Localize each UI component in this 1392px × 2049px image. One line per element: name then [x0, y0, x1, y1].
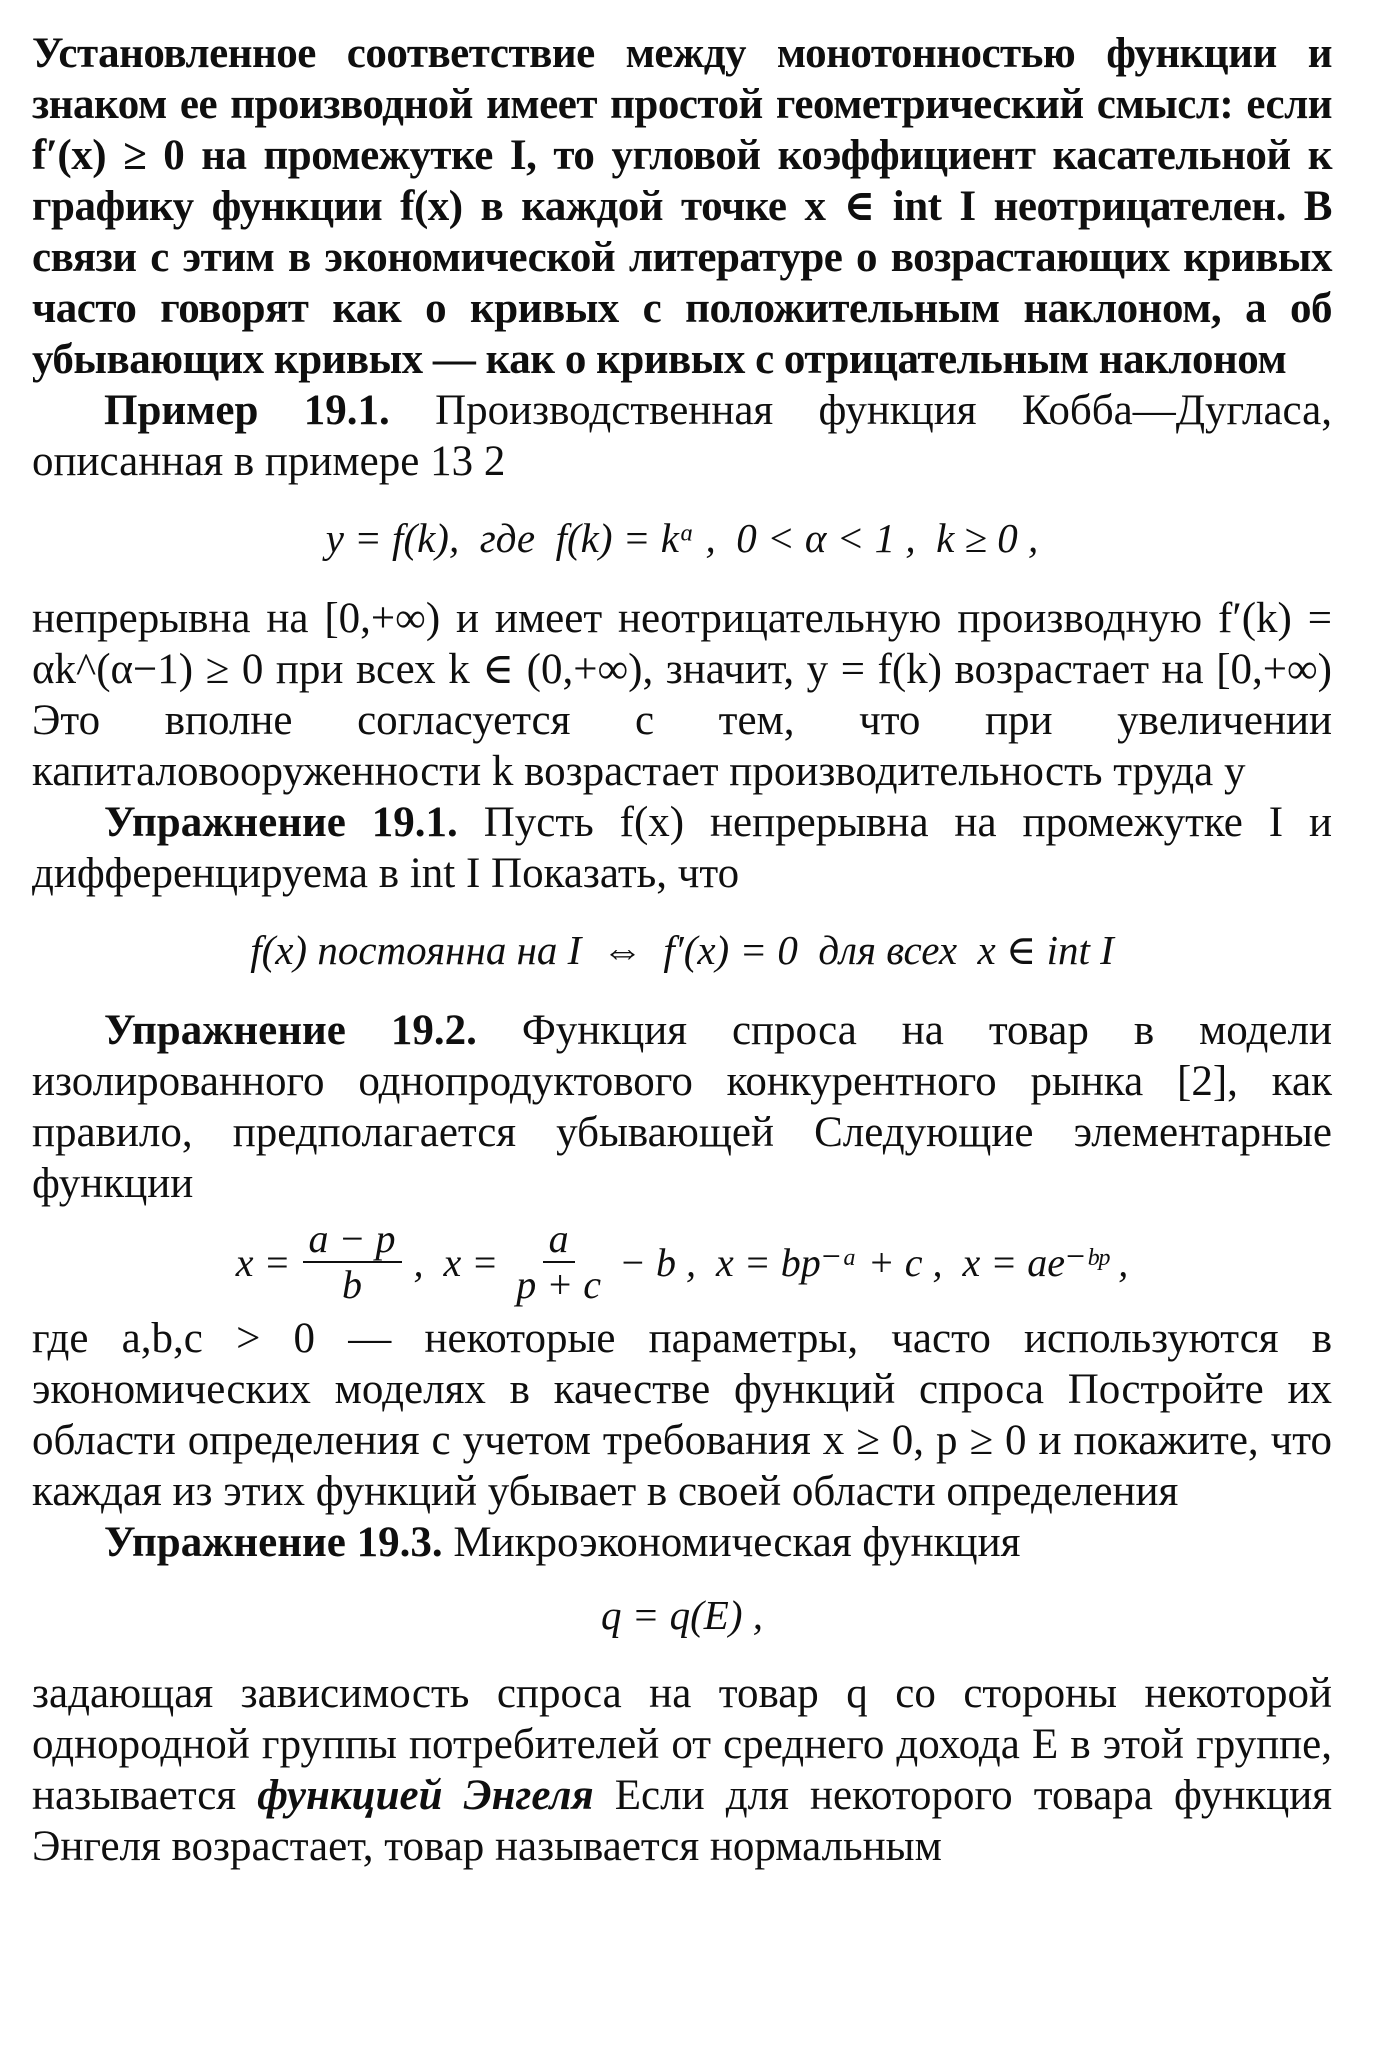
exercise-text: Микроэкономическая функция: [442, 1519, 1021, 1566]
engel-text-b: Если для некоторого товара функция Энгеля возрастает, товар называется нормальным: [32, 1772, 1333, 1870]
exercise-text: Функция спроса на товар в модели изолированного однопродуктового конкурентного рынка [2], как правило, предполагается убывающей Следующие элементарные функции: [32, 1007, 1332, 1207]
fraction-denominator: b: [342, 1262, 363, 1307]
exercise-label: Упражнение 19.3.: [104, 1519, 443, 1566]
example-text: Производственная функция Кобба—Дугласа, описанная в примере 13 2: [32, 387, 1332, 485]
fraction: [303, 1217, 402, 1307]
formula-cobb-douglas: y = f(k), где f(k) = kᵅ , 0 < α < 1 , k ≥ 0 ,: [325, 515, 1039, 561]
formula-engel: q = q(E) ,: [600, 1592, 764, 1638]
exercise-19-1: [32, 797, 1332, 899]
formula-part: x =: [235, 1239, 291, 1285]
example-label: Пример 19.1.: [104, 387, 390, 434]
fraction-numerator: a − p: [303, 1217, 402, 1263]
fraction-numerator: a: [543, 1217, 575, 1263]
formula-part: − b , x = bp⁻ᵃ + c , x = ae⁻ᵇᵖ ,: [619, 1239, 1129, 1285]
paragraph-parameters: где a,b,c > 0 — некоторые параметры, часто используются в экономических моделях в качестве функций спроса Постройте их области определения с учетом требования x ≥ 0, p ≥ 0 и покажите, что каждая из этих функций убывает в своей области определения: [32, 1315, 1332, 1515]
document-page: [32, 28, 1332, 1872]
exercise-label: Упражнение 19.1.: [104, 799, 458, 846]
exercise-19-2: [32, 1005, 1332, 1209]
engel-text-a: задающая зависимость спроса на товар q со стороны некоторой однородной группы потребителей от среднего дохода E в этой группе, называется: [32, 1670, 1332, 1819]
fraction: [510, 1217, 607, 1307]
engel-term: функцией Энгеля: [257, 1772, 594, 1819]
exercise-label: Упражнение 19.2.: [104, 1007, 477, 1054]
exercise-text: Пусть f(x) непрерывна на промежутке I и дифференцируема в int I Показать, что: [32, 799, 1332, 897]
paragraph-derivative: непрерывна на [0,+∞) и имеет неотрицательную производную f′(k) = αk^(α−1) ≥ 0 при всех k ∈ (0,+∞), значит, y = f(k) возрастает на [0,+∞) Это вполне согласуется с тем, что при увеличении капиталовооруженности k возрастает производительность труда y: [32, 595, 1332, 795]
paragraph-monotonicity-meaning: Установленное соответствие между монотонностью функции и знаком ее производной имеет простой геометрический смысл: если f′(x) ≥ 0 на промежутке I, то угловой коэффициент касательной к графику функции f(x) в каждой точке x ∈ int I неотрицателен. В связи с этим в экономической литературе о возрастающих кривых часто говорят как о кривых с положительным наклоном, а об убывающих кривых — как о кривых с отрицательным наклоном: [32, 30, 1332, 383]
formula-demand-functions: [32, 1217, 1332, 1307]
exercise-19-3: [32, 1517, 1332, 1568]
fraction-denominator: p + c: [516, 1262, 602, 1307]
paragraph-engel: [32, 1668, 1332, 1872]
formula-part: , x =: [413, 1239, 499, 1285]
formula-constant-function: f(x) постоянна на I ⇔ f′(x) = 0 для всех x ∈ int I: [250, 927, 1114, 973]
example-19-1: [32, 385, 1332, 487]
